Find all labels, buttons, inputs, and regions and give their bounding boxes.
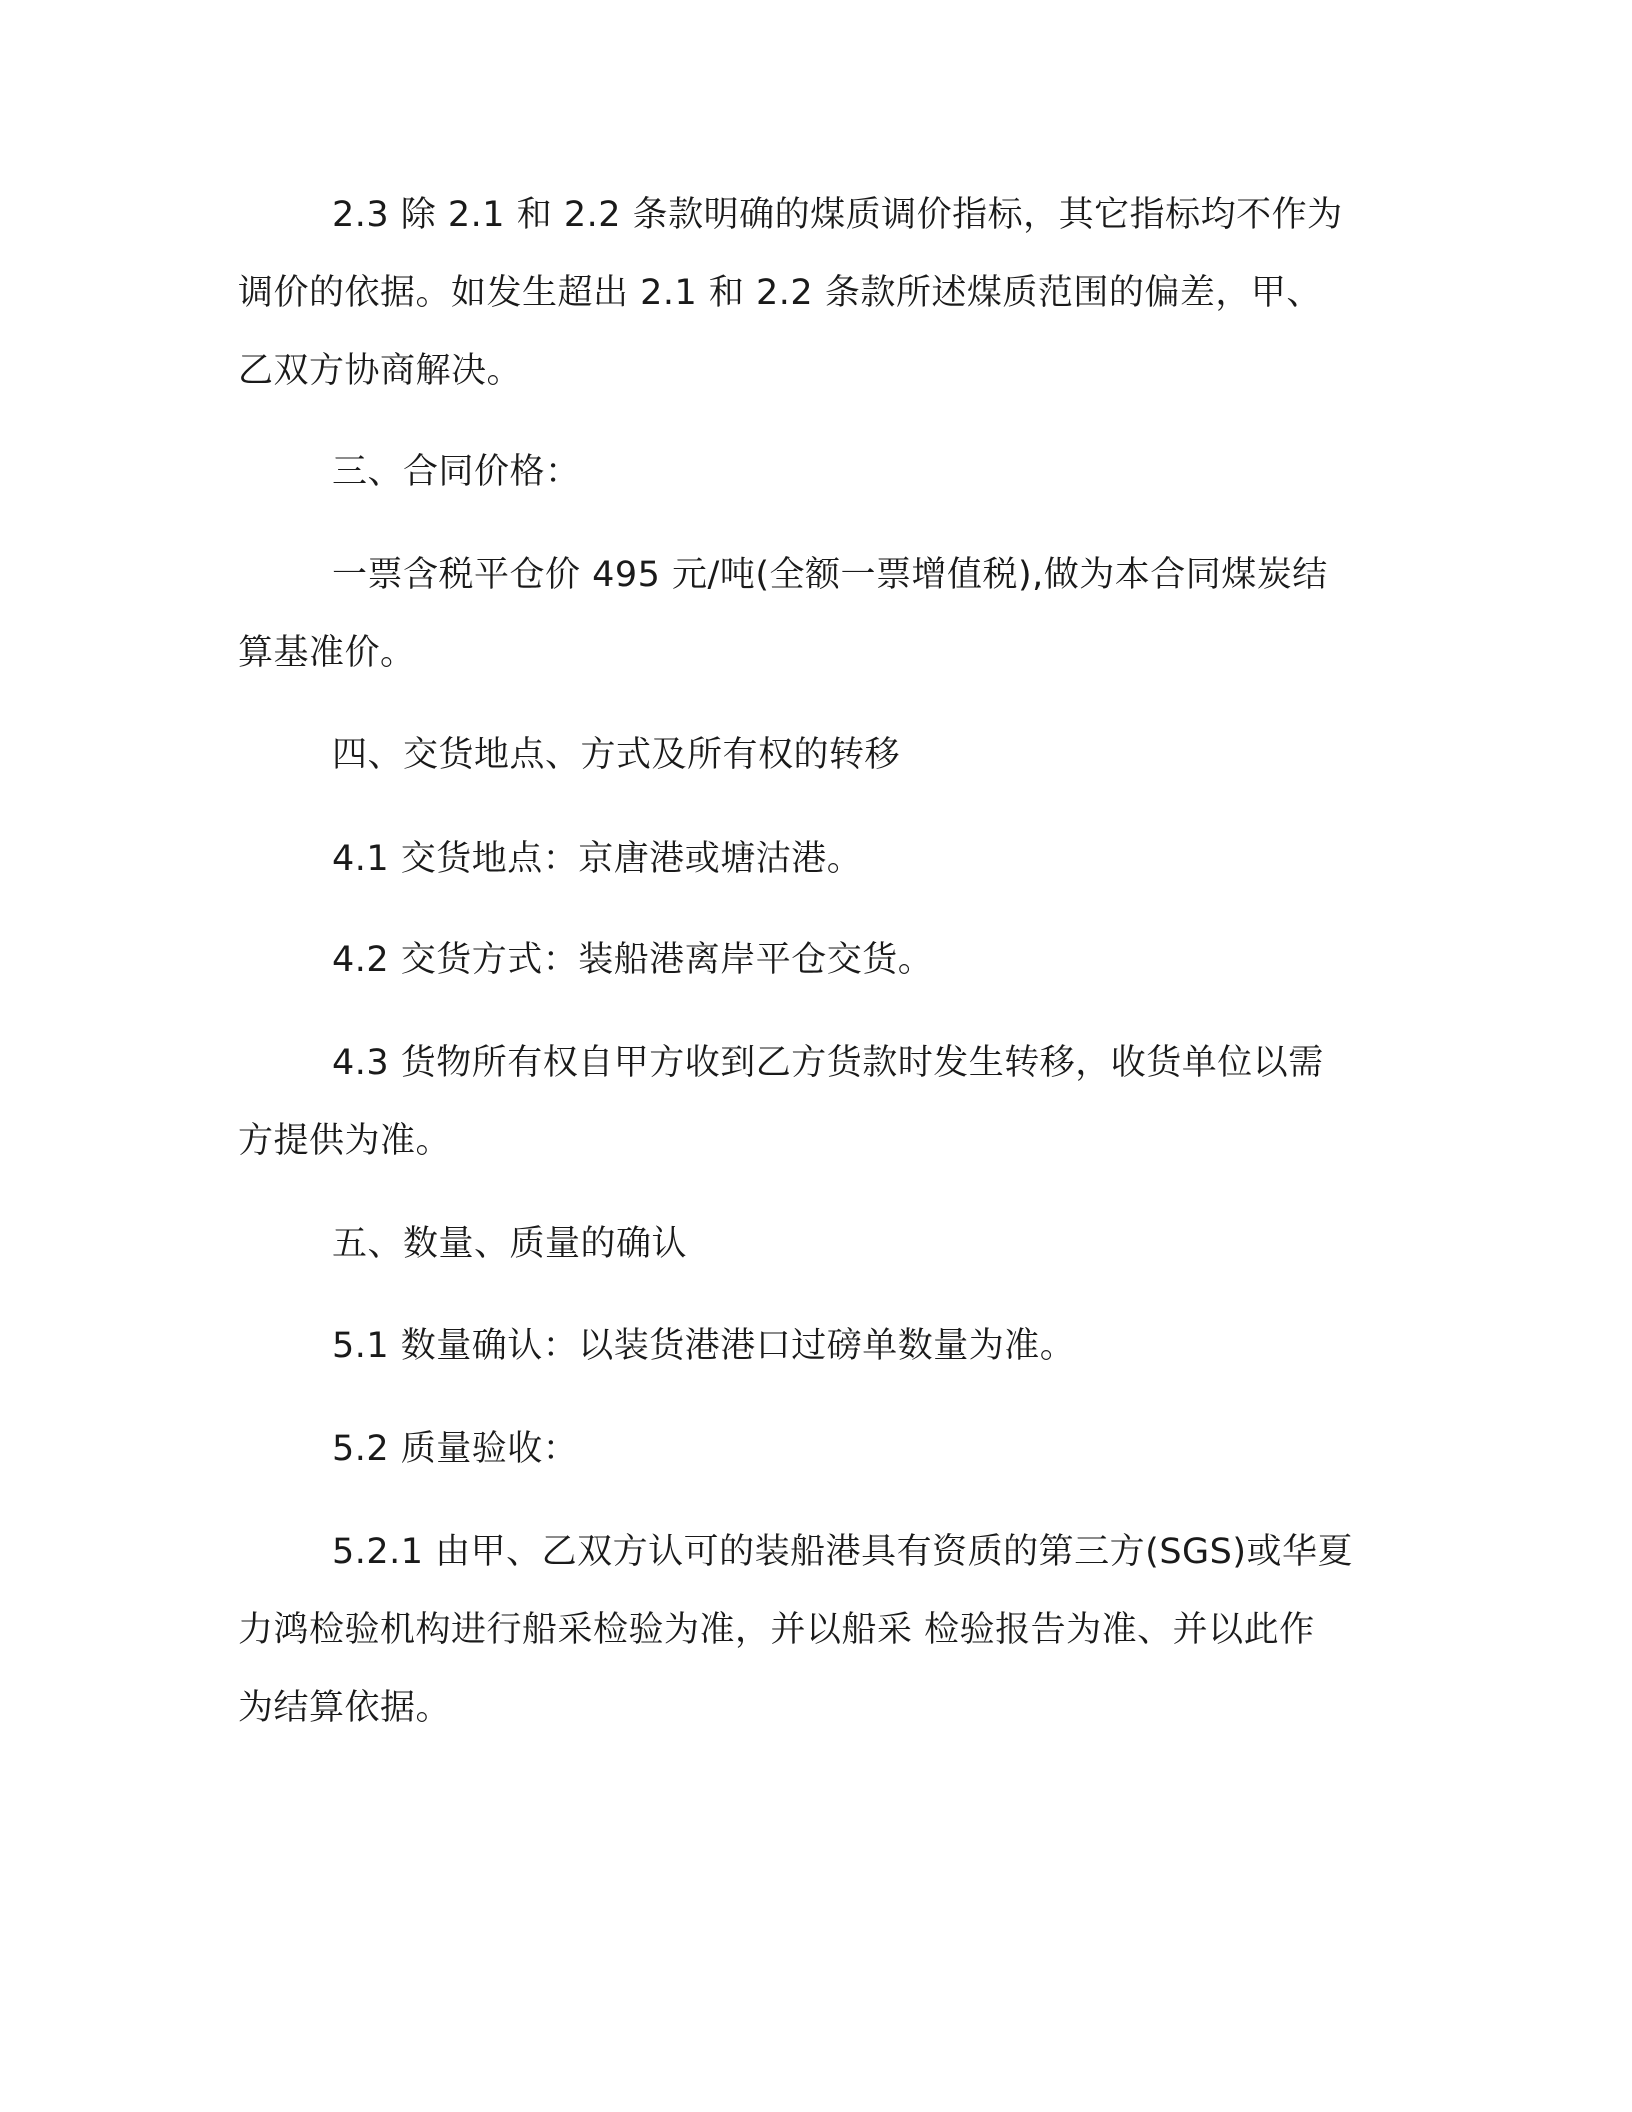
clause-4-3-line-1: 4.3 货物所有权自甲方收到乙方货款时发生转移，收货单位以需: [332, 1043, 1324, 1083]
section-5-heading: 五、数量、质量的确认: [332, 1224, 688, 1264]
clause-5-2: 5.2 质量验收：: [332, 1429, 579, 1469]
clause-4-1: 4.1 交货地点：京唐港或塘沽港。: [332, 839, 863, 879]
section-3-heading: 三、合同价格：: [332, 452, 581, 492]
clause-2-3-line-1: 2.3 除 2.1 和 2.2 条款明确的煤质调价指标，其它指标均不作为: [332, 195, 1343, 235]
price-line-2: 算基准价。: [238, 633, 416, 673]
clause-5-2-1-line-2: 力鸿检验机构进行船采检验为准，并以船采 检验报告为准、并以此作: [238, 1610, 1315, 1650]
clause-2-3-line-2: 调价的依据。如发生超出 2.1 和 2.2 条款所述煤质范围的偏差，甲、: [238, 273, 1322, 313]
section-4-heading: 四、交货地点、方式及所有权的转移: [332, 735, 901, 775]
clause-4-2: 4.2 交货方式：装船港离岸平仓交货。: [332, 940, 934, 980]
clause-4-3-line-2: 方提供为准。: [238, 1121, 452, 1161]
clause-5-2-1-line-1: 5.2.1 由甲、乙双方认可的装船港具有资质的第三方(SGS)或华夏: [332, 1532, 1354, 1572]
clause-5-2-1-line-3: 为结算依据。: [238, 1688, 452, 1728]
clause-5-1: 5.1 数量确认：以装货港港口过磅单数量为准。: [332, 1326, 1076, 1366]
price-line-1: 一票含税平仓价 495 元/吨(全额一票增值税),做为本合同煤炭结: [332, 555, 1328, 595]
clause-2-3-line-3: 乙双方协商解决。: [238, 351, 523, 391]
